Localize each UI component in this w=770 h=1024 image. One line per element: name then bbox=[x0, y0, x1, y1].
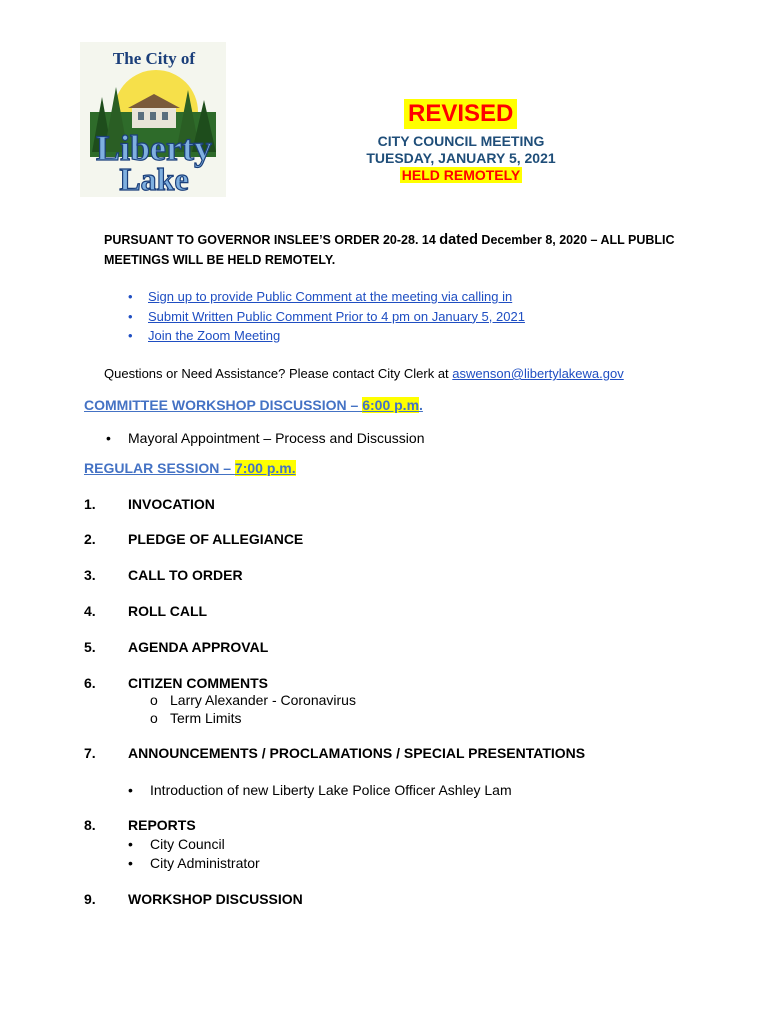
list-item bbox=[128, 307, 525, 327]
notice-dated: dated bbox=[439, 232, 478, 248]
held-remotely: HELD REMOTELY bbox=[401, 167, 521, 183]
header-line-3 bbox=[331, 167, 591, 184]
committee-workshop-heading: COMMITTEE WORKSHOP DISCUSSION – 6:00 p.m. bbox=[84, 397, 423, 413]
bullet-item: • City Administrator bbox=[128, 855, 260, 871]
committee-time: 6:00 p.m bbox=[362, 397, 420, 413]
regular-time: 7:00 p.m. bbox=[234, 460, 296, 476]
logo-text-liberty: Liberty bbox=[96, 128, 212, 168]
list-item bbox=[128, 326, 525, 346]
join-zoom-link[interactable]: Join the Zoom Meeting bbox=[148, 328, 281, 343]
questions-line: Questions or Need Assistance? Please contact City Clerk at aswenson@libertylakewa.gov bbox=[104, 366, 624, 381]
header-line-1: CITY COUNCIL MEETING bbox=[377, 133, 545, 149]
logo-text-top: The City of bbox=[112, 49, 196, 68]
bullet-item: • Introduction of new Liberty Lake Police Officer Ashley Lam bbox=[128, 782, 512, 798]
submit-written-comment-link[interactable]: Submit Written Public Comment Prior to 4 pm on January 5, 2021 bbox=[148, 308, 525, 324]
city-logo bbox=[80, 42, 226, 197]
regular-session-heading: REGULAR SESSION – 7:00 p.m. bbox=[84, 460, 296, 476]
logo-text-lake: Lake bbox=[119, 161, 189, 197]
revised-banner: REVISED bbox=[404, 99, 517, 129]
header-line-2: TUESDAY, JANUARY 5, 2021 bbox=[366, 150, 556, 166]
public-comment-links bbox=[128, 287, 525, 346]
bullet-item: • City Council bbox=[128, 836, 225, 852]
sub-item: o Larry Alexander - Coronavirus bbox=[150, 692, 356, 708]
governor-order-notice: PURSUANT TO GOVERNOR INSLEE’S ORDER 20-28. 14 dated December 8, 2020 – ALL PUBLIC MEETINGS WILL BE HELD REMOTELY. bbox=[104, 232, 675, 267]
list-item bbox=[128, 287, 525, 307]
clerk-email-link[interactable]: aswenson@libertylakewa.gov bbox=[452, 366, 624, 381]
signup-public-comment-link[interactable]: Sign up to provide Public Comment at the meeting via calling in bbox=[148, 289, 513, 304]
committee-item: • Mayoral Appointment – Process and Discussion bbox=[106, 430, 425, 446]
sub-item: o Term Limits bbox=[150, 710, 242, 726]
